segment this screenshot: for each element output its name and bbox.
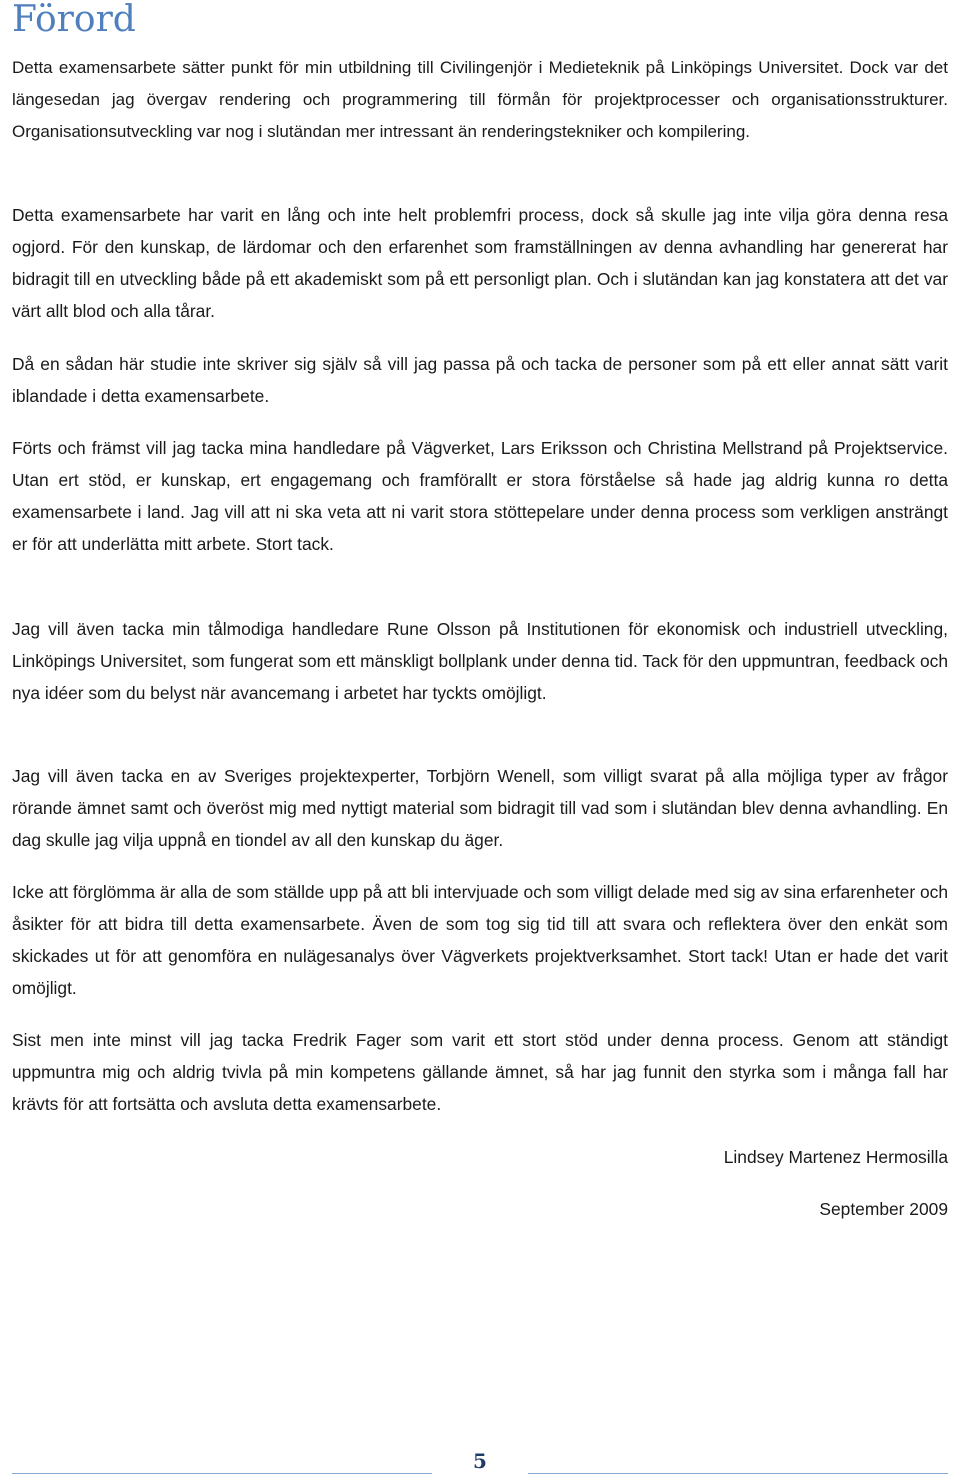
paragraph-process: Detta examensarbete har varit en lång och inte helt problemfri process, dock så skulle jag inte vilja göra denna resa ogjord. För den kunskap, de lärdomar och den erfarenhet som framställningen av denna avhandling har genererat har bidragit till en utveckling både på ett akademiskt som på ett personligt plan. Och i slutändan kan jag konstatera att det var värt allt blod och alla tårar. xyxy=(12,205,948,321)
footer-rule-right xyxy=(528,1473,948,1474)
paragraph-thanks-expert: Jag vill även tacka en av Sveriges projektexperter, Torbjörn Wenell, som villigt svarat på alla möjliga typer av frågor rörande ämnet samt och överöst mig med nyttigt material som bidragit till vad som i slutändan blev denna avhandling. En dag skulle jag vilja uppnå en tiondel av all den kunskap du äger. xyxy=(12,766,948,850)
page-number: 5 xyxy=(473,1449,487,1473)
paragraph-thanks-supervisors: Förts och främst vill jag tacka mina handledare på Vägverket, Lars Eriksson och Christina Mellstrand på Projektservice. Utan ert stöd, er kunskap, ert engagemang och framförallt er stora förståelse så hade jag aldrig kunna ro detta examensarbete i land. Jag vill att ni ska veta att ni varit stora stöttepelare under denna process som verkligen ansträngt er för att underlätta mitt arbete. Stort tack. xyxy=(12,438,948,554)
paragraph-thanks-interviewees: Icke att förglömma är alla de som ställde upp på att bli intervjuade och som villigt delade med sig av sina erfarenheter och åsikter för att bidra till detta examensarbete. Även de som tog sig tid till att svara och reflektera över den enkät som skickades ut för att genomföra en nulägesanalys över Vägverkets projektverksamhet. Stort tack! Utan er hade det varit omöjligt. xyxy=(12,882,948,998)
footer-rule-left xyxy=(12,1473,432,1474)
signature-date: September 2009 xyxy=(819,1199,948,1219)
paragraph-thanks-intro: Då en sådan här studie inte skriver sig själv så vill jag passa på och tacka de personer som på ett eller annat sätt varit iblandade i detta examensarbete. xyxy=(12,354,948,406)
page-title: Förord xyxy=(12,0,136,40)
signature-name: Lindsey Martenez Hermosilla xyxy=(723,1147,948,1167)
paragraph-thanks-personal: Sist men inte minst vill jag tacka Fredrik Fager som varit ett stort stöd under denna process. Genom att ständigt uppmuntra mig och aldrig tvivla på min kompetens gällande ämnet, så har jag funnit den styrka som i många fall har krävts för att fortsätta och avsluta detta examensarbete. xyxy=(12,1030,948,1114)
paragraph-thanks-academic-supervisor: Jag vill även tacka min tålmodiga handledare Rune Olsson på Institutionen för ekonomisk och industriell utveckling, Linköpings Universitet, som fungerat som ett mänskligt bollplank under denna tid. Tack för den uppmuntran, feedback och nya idéer som du belyst när avancemang i arbetet har tyckts omöjligt. xyxy=(12,619,948,703)
paragraph-intro: Detta examensarbete sätter punkt för min utbildning till Civilingenjör i Medieteknik på Linköpings Universitet. Dock var det längesedan jag övergav rendering och programmering till förmån för projektprocesser och organisationsstrukturer. Organisationsutveckling var nog i slutändan mer intressant än renderingstekniker och kompilering. xyxy=(12,58,948,141)
document-page xyxy=(12,0,948,1473)
